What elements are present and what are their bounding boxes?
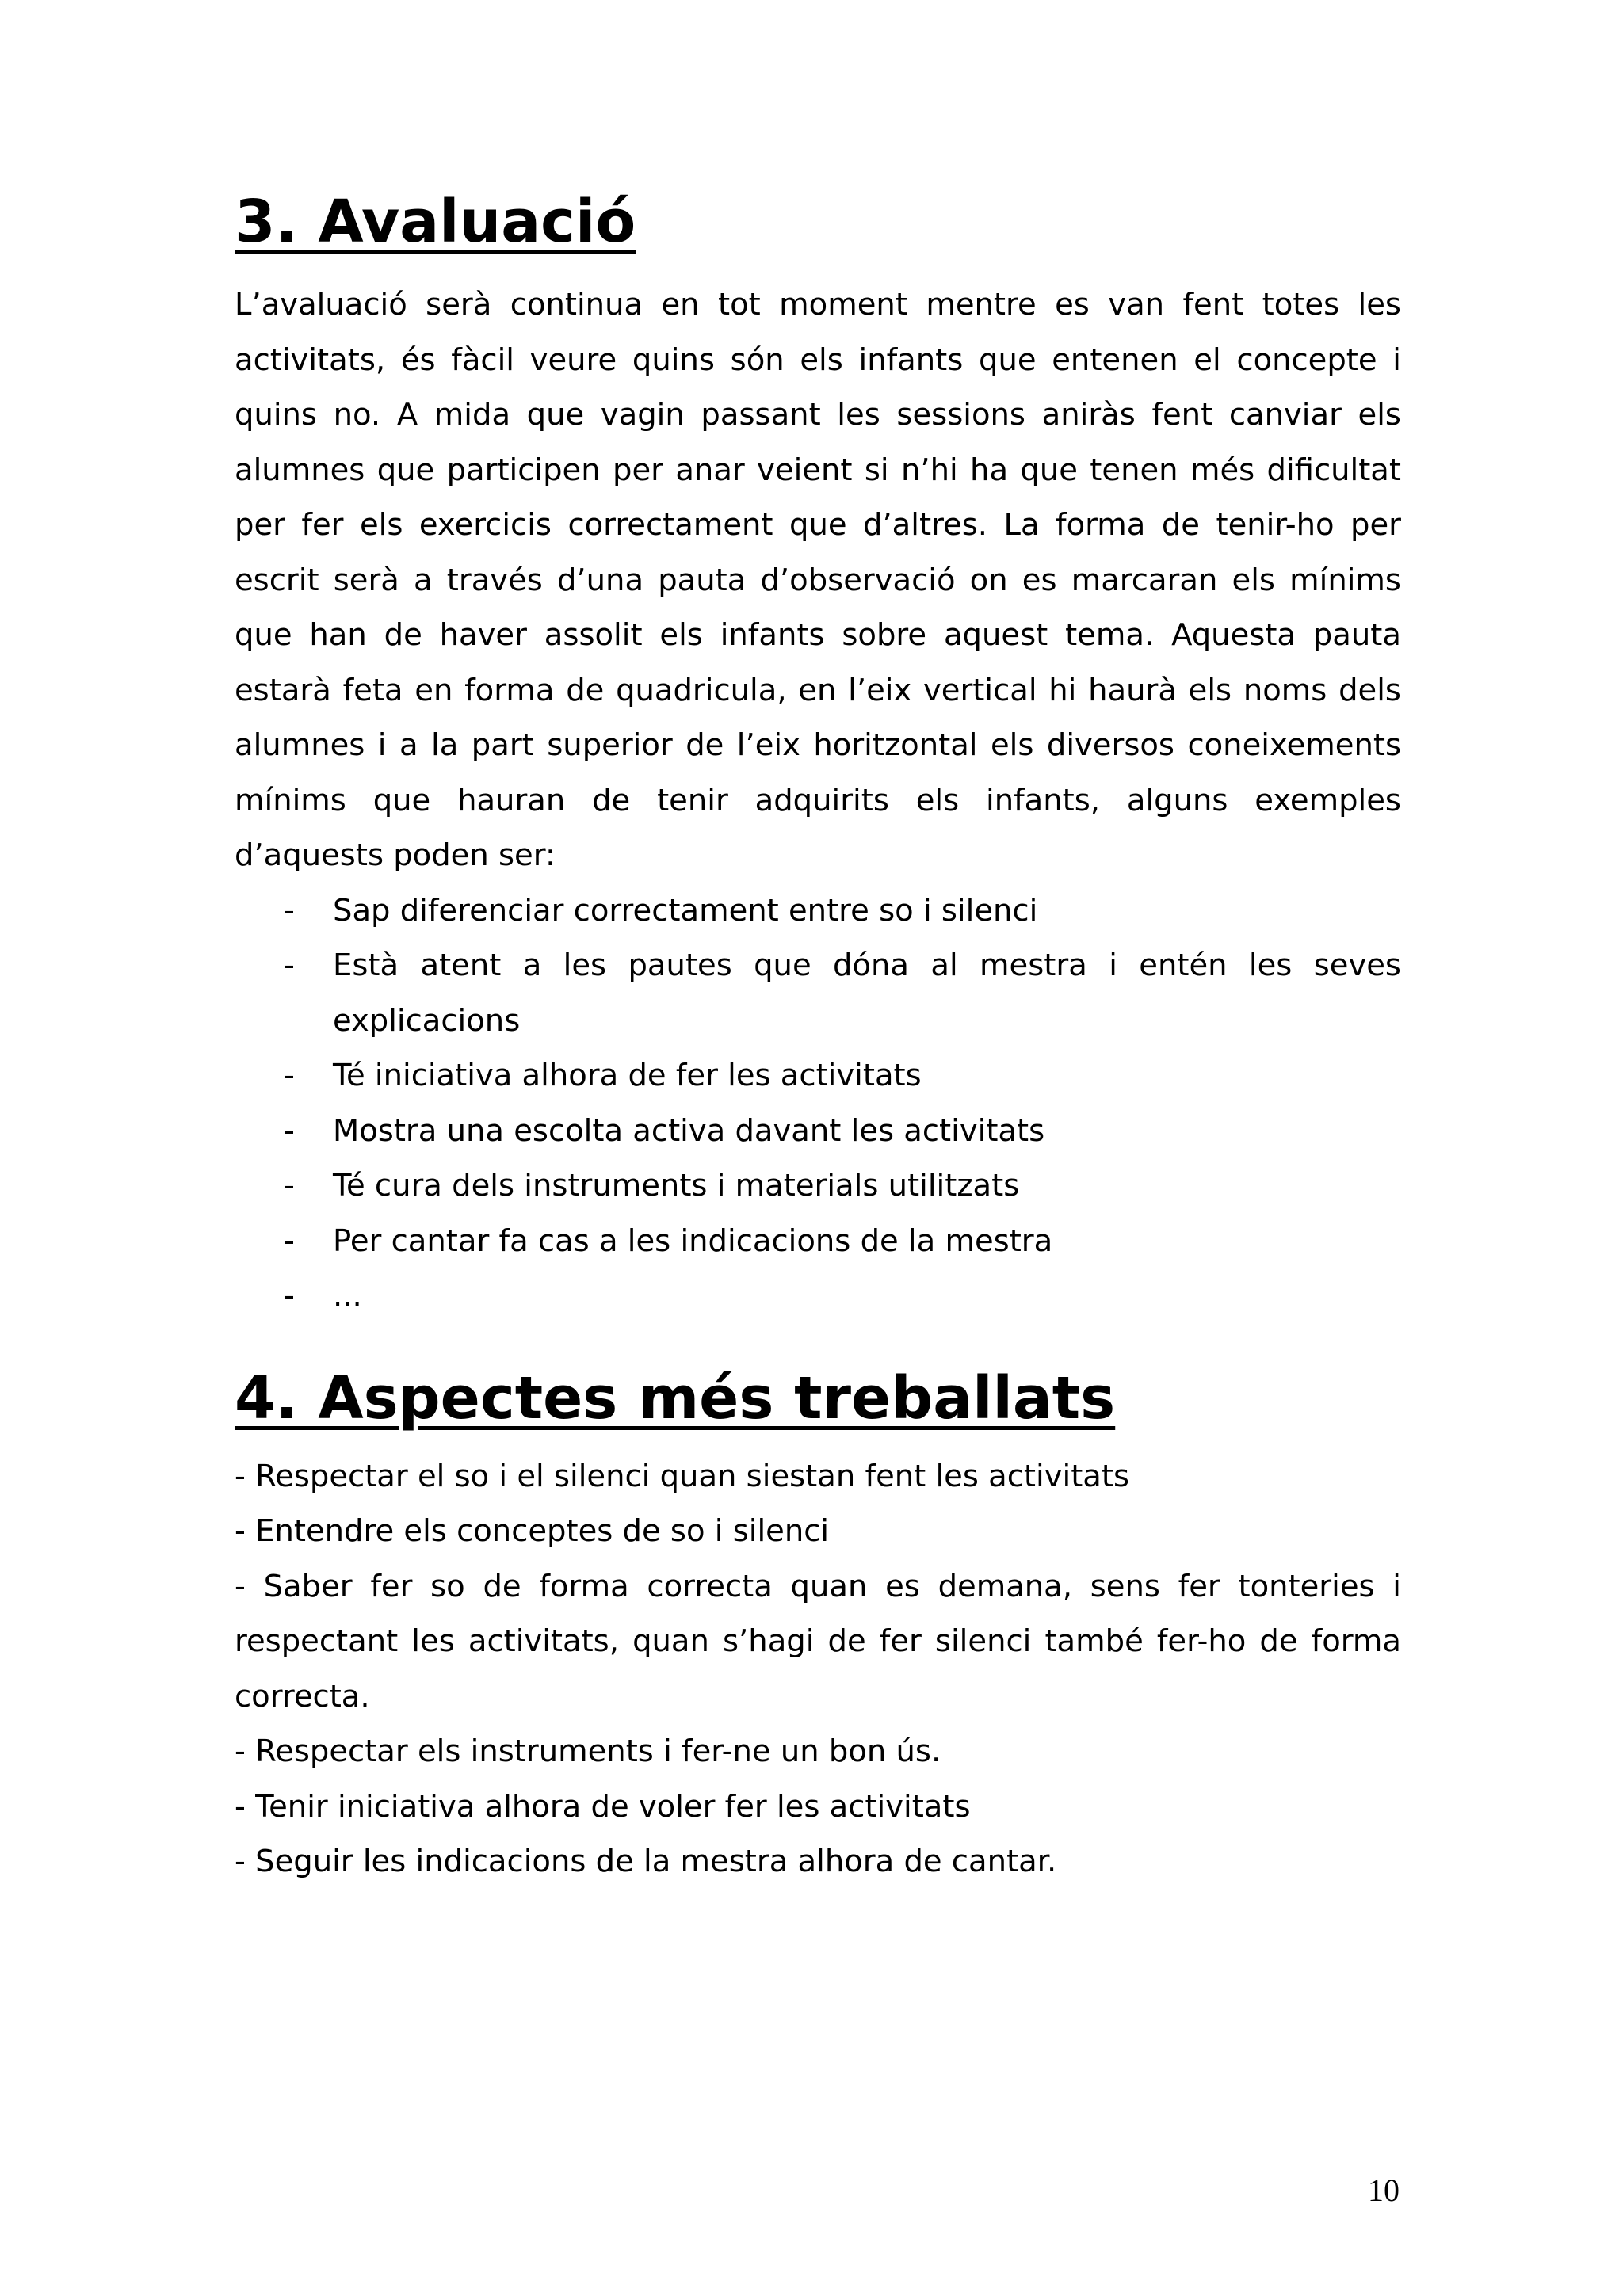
- section-4-heading: 4. Aspectes més treballats: [235, 1363, 1116, 1432]
- list-item: - Entendre els conceptes de so i silenci: [235, 1513, 830, 1549]
- section-3-bullet-list: [235, 883, 1401, 1324]
- bullet-dash: -: [284, 1278, 295, 1314]
- list-item: [235, 1104, 1401, 1159]
- list-item: - Tenir iniciativa alhora de voler fer les activitats: [235, 1788, 971, 1825]
- list-item-text: ...: [333, 1278, 362, 1314]
- list-item: [235, 1158, 1401, 1214]
- page-number: 10: [1368, 2172, 1400, 2208]
- list-item: - Respectar el so i el silenci quan siestan fent les activitats: [235, 1458, 1130, 1494]
- section-4-list: [235, 1449, 1401, 1890]
- list-item: - Respectar els instruments i fer-ne un bon ús.: [235, 1733, 941, 1769]
- bullet-dash: -: [284, 892, 295, 929]
- list-item-text: Està atent a les pautes que dóna al mestra i entén les seves explicacions: [333, 948, 1401, 1039]
- bullet-dash: -: [284, 1168, 295, 1203]
- list-item: [235, 1048, 1401, 1104]
- bullet-dash: -: [284, 1222, 295, 1259]
- bullet-dash: -: [284, 1058, 295, 1093]
- list-item: [235, 1268, 1401, 1324]
- list-item-text: Té iniciativa alhora de fer les activitats: [333, 1058, 922, 1093]
- list-item: [235, 938, 1401, 1048]
- list-item: - Seguir les indicacions de la mestra alhora de cantar.: [235, 1844, 1057, 1879]
- list-item-text: Sap diferenciar correctament entre so i silenci: [333, 892, 1038, 929]
- list-item-text: Té cura dels instruments i materials utilitzats: [333, 1168, 1020, 1203]
- list-item-text: Per cantar fa cas a les indicacions de la mestra: [333, 1222, 1053, 1259]
- section-3-heading: 3. Avaluació: [235, 188, 636, 256]
- bullet-dash: -: [284, 948, 295, 983]
- section-3-paragraph: L’avaluació serà continua en tot moment mentre es van fent totes les activitats, és fàcil veure quins són els infants que entenen el concepte i quins no. A mida que vagin passant les sessions aniràs fent canviar els alumnes que participen per anar veient si n’hi ha que tenen més dificultat per fer els exercicis correctament que d’altres. La forma de tenir-ho per escrit serà a través d’una pauta d’observació on es marcaran els mínims que han de haver assolit els infants sobre aquest tema. Aquesta pauta estarà feta en forma de quadricula, en l’eix vertical hi haurà els noms dels alumnes i a la part superior de l’eix horitzontal els diversos coneixements mínims que hauran de tenir adquirits els infants, alguns exemples d’aquests poden ser:: [235, 287, 1401, 873]
- list-item-text: Mostra una escolta activa davant les activitats: [333, 1112, 1045, 1149]
- list-item: - Saber fer so de forma correcta quan es demana, sens fer tonteries i respectant les activitats, quan s’hagi de fer silenci també fer-ho de forma correcta.: [235, 1568, 1401, 1714]
- bullet-dash: -: [284, 1112, 295, 1149]
- list-item: [235, 883, 1401, 939]
- page-content: [235, 182, 1401, 1890]
- list-item: [235, 1214, 1401, 1269]
